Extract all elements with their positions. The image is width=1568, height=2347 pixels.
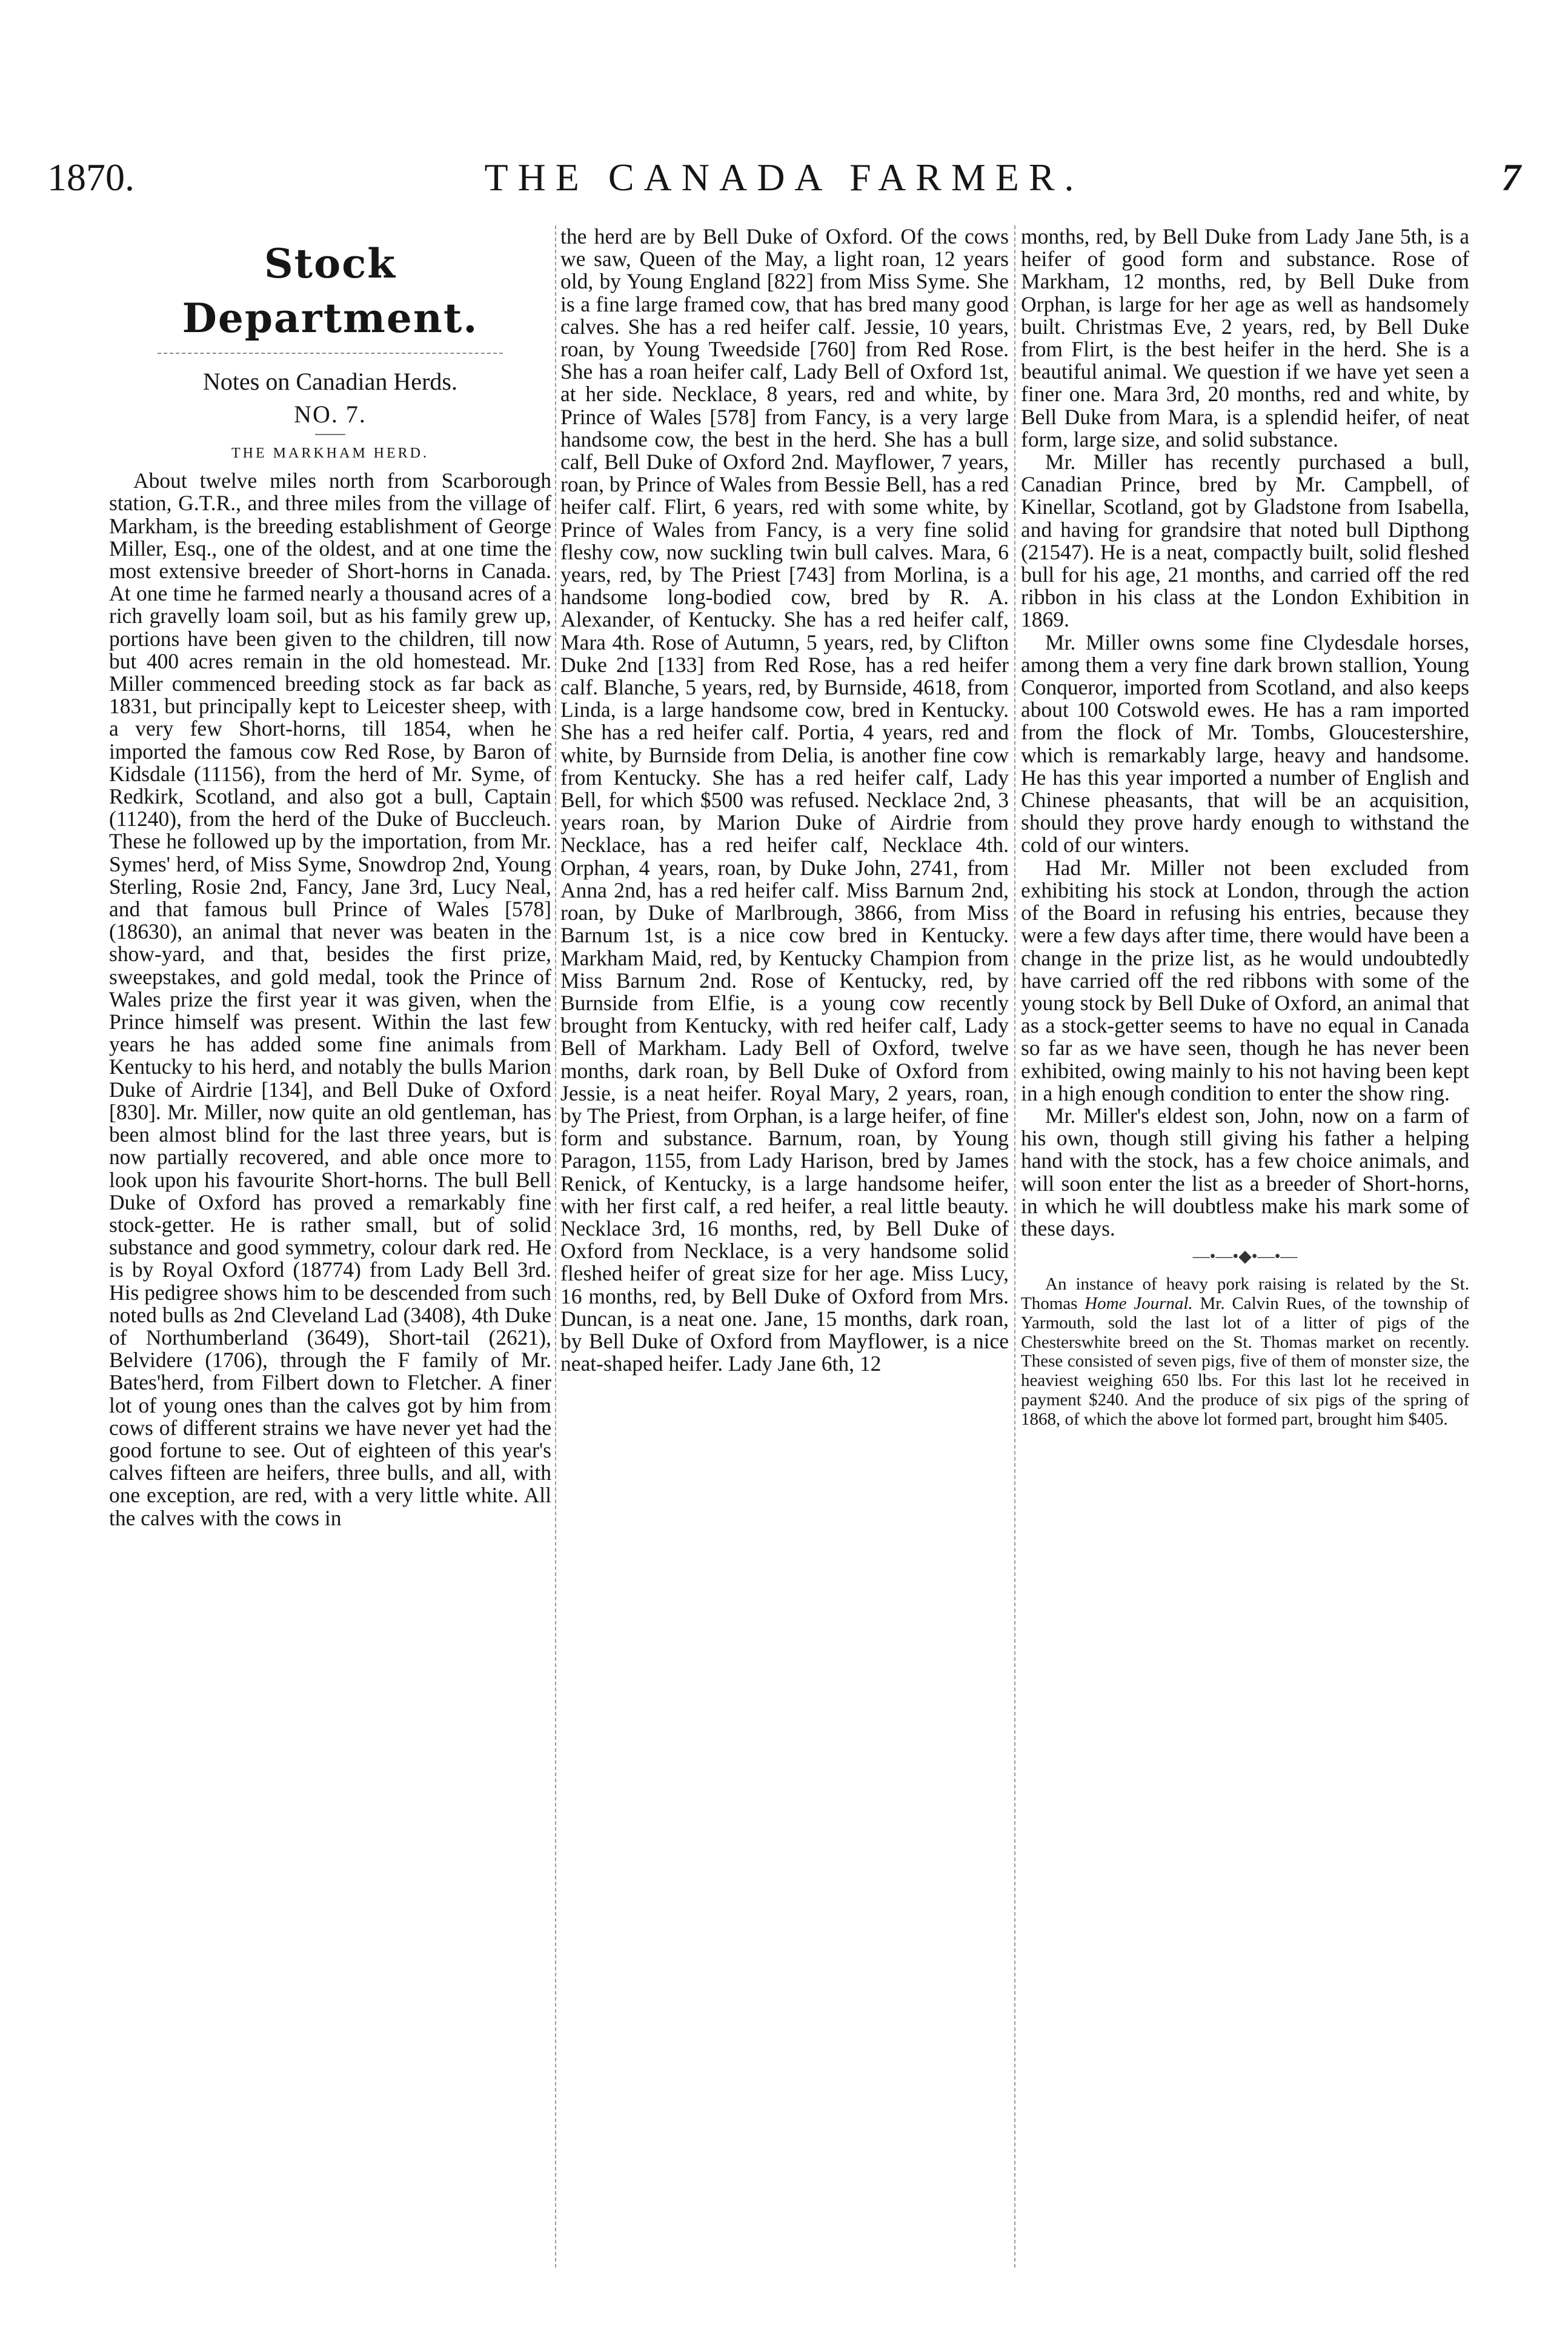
pork-news-item: [1021, 1275, 1469, 1429]
article-paragraph: Mr. Miller has recently purchased a bull, Canadian Prince, bred by Mr. Campbell, of Kinellar, Scotland, got by Gladstone from Isabella, and having for grandsire that noted bull Dipthong (21547). He is a neat, compactly built, solid fleshed bull for his age, 21 months, and carried off the red ribbon in his class at the London Exhibition in 1869.: [1021, 450, 1469, 632]
article-title: Notes on Canadian Herds.: [203, 368, 457, 395]
article-paragraph: Mr. Miller owns some fine Clydesdale horses, among them a very fine dark brown stallion, Young Conqueror, imported from Scotland, and also keeps about 100 Cotswold ewes. He has a ram imported from the flock of Mr. Tombs, Gloucestershire, which is remarkably large, heavy and handsome. He has this year imported a number of English and Chinese pheasants, that will be an acquisition, should they prove hardy enough to withstand the cold of our winters.: [1021, 630, 1469, 857]
header-year: 1870.: [47, 156, 135, 199]
column-divider-right: [1014, 225, 1015, 2268]
title-divider: [158, 353, 503, 354]
column-1: [109, 225, 551, 2268]
department-title: Stock Department.: [182, 240, 479, 342]
pork-item-text-start: An instance of heavy pork raising is related by the St. Thomas: [1021, 1274, 1469, 1313]
section-ornament: —•—•◆•—•—: [1192, 1247, 1298, 1267]
article-paragraph: Had Mr. Miller not been excluded from exhibiting his stock at London, through the action of the Board in refusing his entries, because they were a few days after time, there would have been a change in the prize list, as he would undoubtedly have carried off the red ribbons with some of the young stock by Bell Duke of Oxford, an animal that as a stock-getter seems to have no equal in Canada so far as we have seen, though he has never been exhibited, owing mainly to his not having been kept in a high enough condition to enter the show ring.: [1021, 855, 1469, 1105]
article-paragraph: About twelve miles north from Scarborough station, G.T.R., and three miles from the village of Markham, is the breeding establishment of George Miller, Esq., one of the oldest, and at one time the most extensive breeder of Short-horns in Canada. At one time he farmed nearly a thousand acres of a rich gravelly loam soil, but as his family grew up, portions have been given to the children, till now but 400 acres remain in the old homestead. Mr. Miller commenced breeding stock as far back as 1831, but principally kept to Leicester sheep, with a very few Short-horns, till 1854, when he imported the famous cow Red Rose, by Baron of Kidsdale (11156), from the herd of Mr. Syme, of Redkirk, Scotland, and also got a bull, Captain (11240), from the herd of the Duke of Buccleuch. These he followed up by the importation, from Mr. Symes' herd, of Miss Syme, Snowdrop 2nd, Young Sterling, Rosie 2nd, Fancy, Jane 3rd, Lucy Neal, and that famous bull Prince of Wales [578] (18630), an animal that never was beaten in the show-yard, and that, besides the first prize, sweepstakes, and gold medal, took the Prince of Wales prize the first year it was given, when the Prince himself was present. Within the last few years he has added some fine animals from Kentucky to his herd, and notably the bulls Marion Duke of Airdrie [134], and Bell Duke of Oxford [830]. Mr. Miller, now quite an old gentleman, has been almost blind for the last three years, but is now partially recovered, and able once more to look upon his favourite Short-horns. The bull Bell Duke of Oxford has proved a remarkably fine stock-getter. He is rather small, but of solid substance and good symmetry, colour dark red. He is by Royal Oxford (18774) from Lady Bell 3rd. His pedigree shows him to be descended from such noted bulls as 2nd Cleveland Lad (3408), 4th Duke of Northumberland (3649), Short-tail (2621), Belvidere (1706), through the F family of Mr. Bates'herd, from Filbert down to Fletcher. A finer lot of young ones than the calves got by him from cows of different strains we have never yet had the good fortune to see. Out of eighteen of this year's calves fifteen are heifers, three bulls, and all, with one exception, are red, with a very little white. All the calves with the cows in: [109, 468, 551, 1530]
herd-title: THE MARKHAM HERD.: [231, 445, 429, 461]
pork-item-text-end: Mr. Calvin Rues, of the township of Yarmouth, sold the last lot of a litter of pigs of the Chesterswhite breed on the St. Thomas market on recently. These consisted of seven pigs, five of them of monster size, the heaviest weighing 650 lbs. For this last lot he received in payment $240. And the produce of six pigs of the spring of 1868, of which the above lot formed part, brought him $405.: [1021, 1293, 1469, 1429]
article-paragraph: Mr. Miller's eldest son, John, now on a farm of his own, though still giving his father a helping hand with the stock, has a few choice animals, and will soon enter the list as a breeder of Short-horns, in which he will doubtless make his mark some of these days.: [1021, 1103, 1469, 1240]
column-divider-left: [555, 225, 556, 2268]
page-number: 7: [1501, 156, 1521, 199]
column-2: [560, 225, 1009, 2268]
page-header: [47, 150, 1521, 205]
article-number: NO. 7.: [294, 401, 367, 428]
article-paragraph: months, red, by Bell Duke from Lady Jane 5th, is a heifer of good form and substance. Rose of Markham, 12 months, red, by Bell Duke from Orphan, is large for her age as well as handsomely built. Christmas Eve, 2 years, red, by Bell Duke from Flirt, is the best heifer in the herd. She is a beautiful animal. We question if we have yet seen a finer one. Mara 3rd, 20 months, red and white, by Bell Duke from Mara, is a splendid heifer, of neat form, large size, and solid substance.: [1021, 225, 1469, 451]
header-title: THE CANADA FARMER.: [484, 156, 1084, 199]
journal-name: Home Journal.: [1085, 1293, 1193, 1313]
article-paragraph: the herd are by Bell Duke of Oxford. Of the cows we saw, Queen of the May, a light roan, 12 years old, by Young England [822] from Miss Syme. She is a fine large framed cow, that has bred many good calves. She has a red heifer calf. Jessie, 10 years, roan, by Young Tweedside [760] from Red Rose. She has a roan heifer calf, Lady Bell of Oxford 1st, at her side. Necklace, 8 years, red and white, by Prince of Wales [578] from Fancy, is a very large handsome cow, the best in the herd. She has a bull calf, Bell Duke of Oxford 2nd. Mayflower, 7 years, roan, by Prince of Wales from Bessie Bell, has a red heifer calf. Flirt, 6 years, red with some white, by Prince of Wales from Fancy, is a very fine solid fleshy cow, now suckling twin bull calves. Mara, 6 years, red, by The Priest [743] from Morlina, is a handsome long-bodied cow, bred by R. A. Alexander, of Kentucky. She has a red heifer calf, Mara 4th. Rose of Autumn, 5 years, red, by Clifton Duke 2nd [133] from Red Rose, has a red heifer calf. Blanche, 5 years, red, by Burnside, 4618, from Linda, is a large handsome cow, bred in Kentucky. She has a red heifer calf. Portia, 4 years, red and white, by Burnside from Delia, is another fine cow from Kentucky. She has a red heifer calf, Lady Bell, for which $500 was refused. Necklace 2nd, 3 years roan, by Marion Duke of Airdrie from Necklace, has a red heifer calf, Necklace 4th. Orphan, 4 years, roan, by Duke John, 2741, from Anna 2nd, has a red heifer calf. Miss Barnum 2nd, roan, by Duke of Marlbrough, 3866, from Miss Barnum 1st, is a nice cow bred in Kentucky. Markham Maid, red, by Kentucky Champion from Miss Barnum 2nd. Rose of Kentucky, red, by Burnside from Elfie, is a young cow recently brought from Kentucky, with red heifer calf, Lady Bell of Markham. Lady Bell of Oxford, twelve months, dark roan, by Bell Duke of Oxford from Jessie, is a neat heifer. Royal Mary, 2 years, roan, by The Priest, from Orphan, is a large heifer, of fine form and substance. Barnum, roan, by Young Paragon, 1155, from Lady Harison, bred by James Renick, of Kentucky, is a large handsome heifer, with her first calf, a red heifer, a real little beauty. Necklace 3rd, 16 months, red, by Bell Duke of Oxford from Necklace, is a very handsome solid fleshed heifer of great size for her age. Miss Lucy, 16 months, red, by Bell Duke of Oxford from Mrs. Duncan, is a neat one. Jane, 15 months, dark roan, by Bell Duke of Oxford from Mayflower, is a nice neat-shaped heifer. Lady Jane 6th, 12: [560, 225, 1009, 1376]
number-divider: [315, 434, 345, 435]
column-3: [1021, 225, 1469, 2268]
